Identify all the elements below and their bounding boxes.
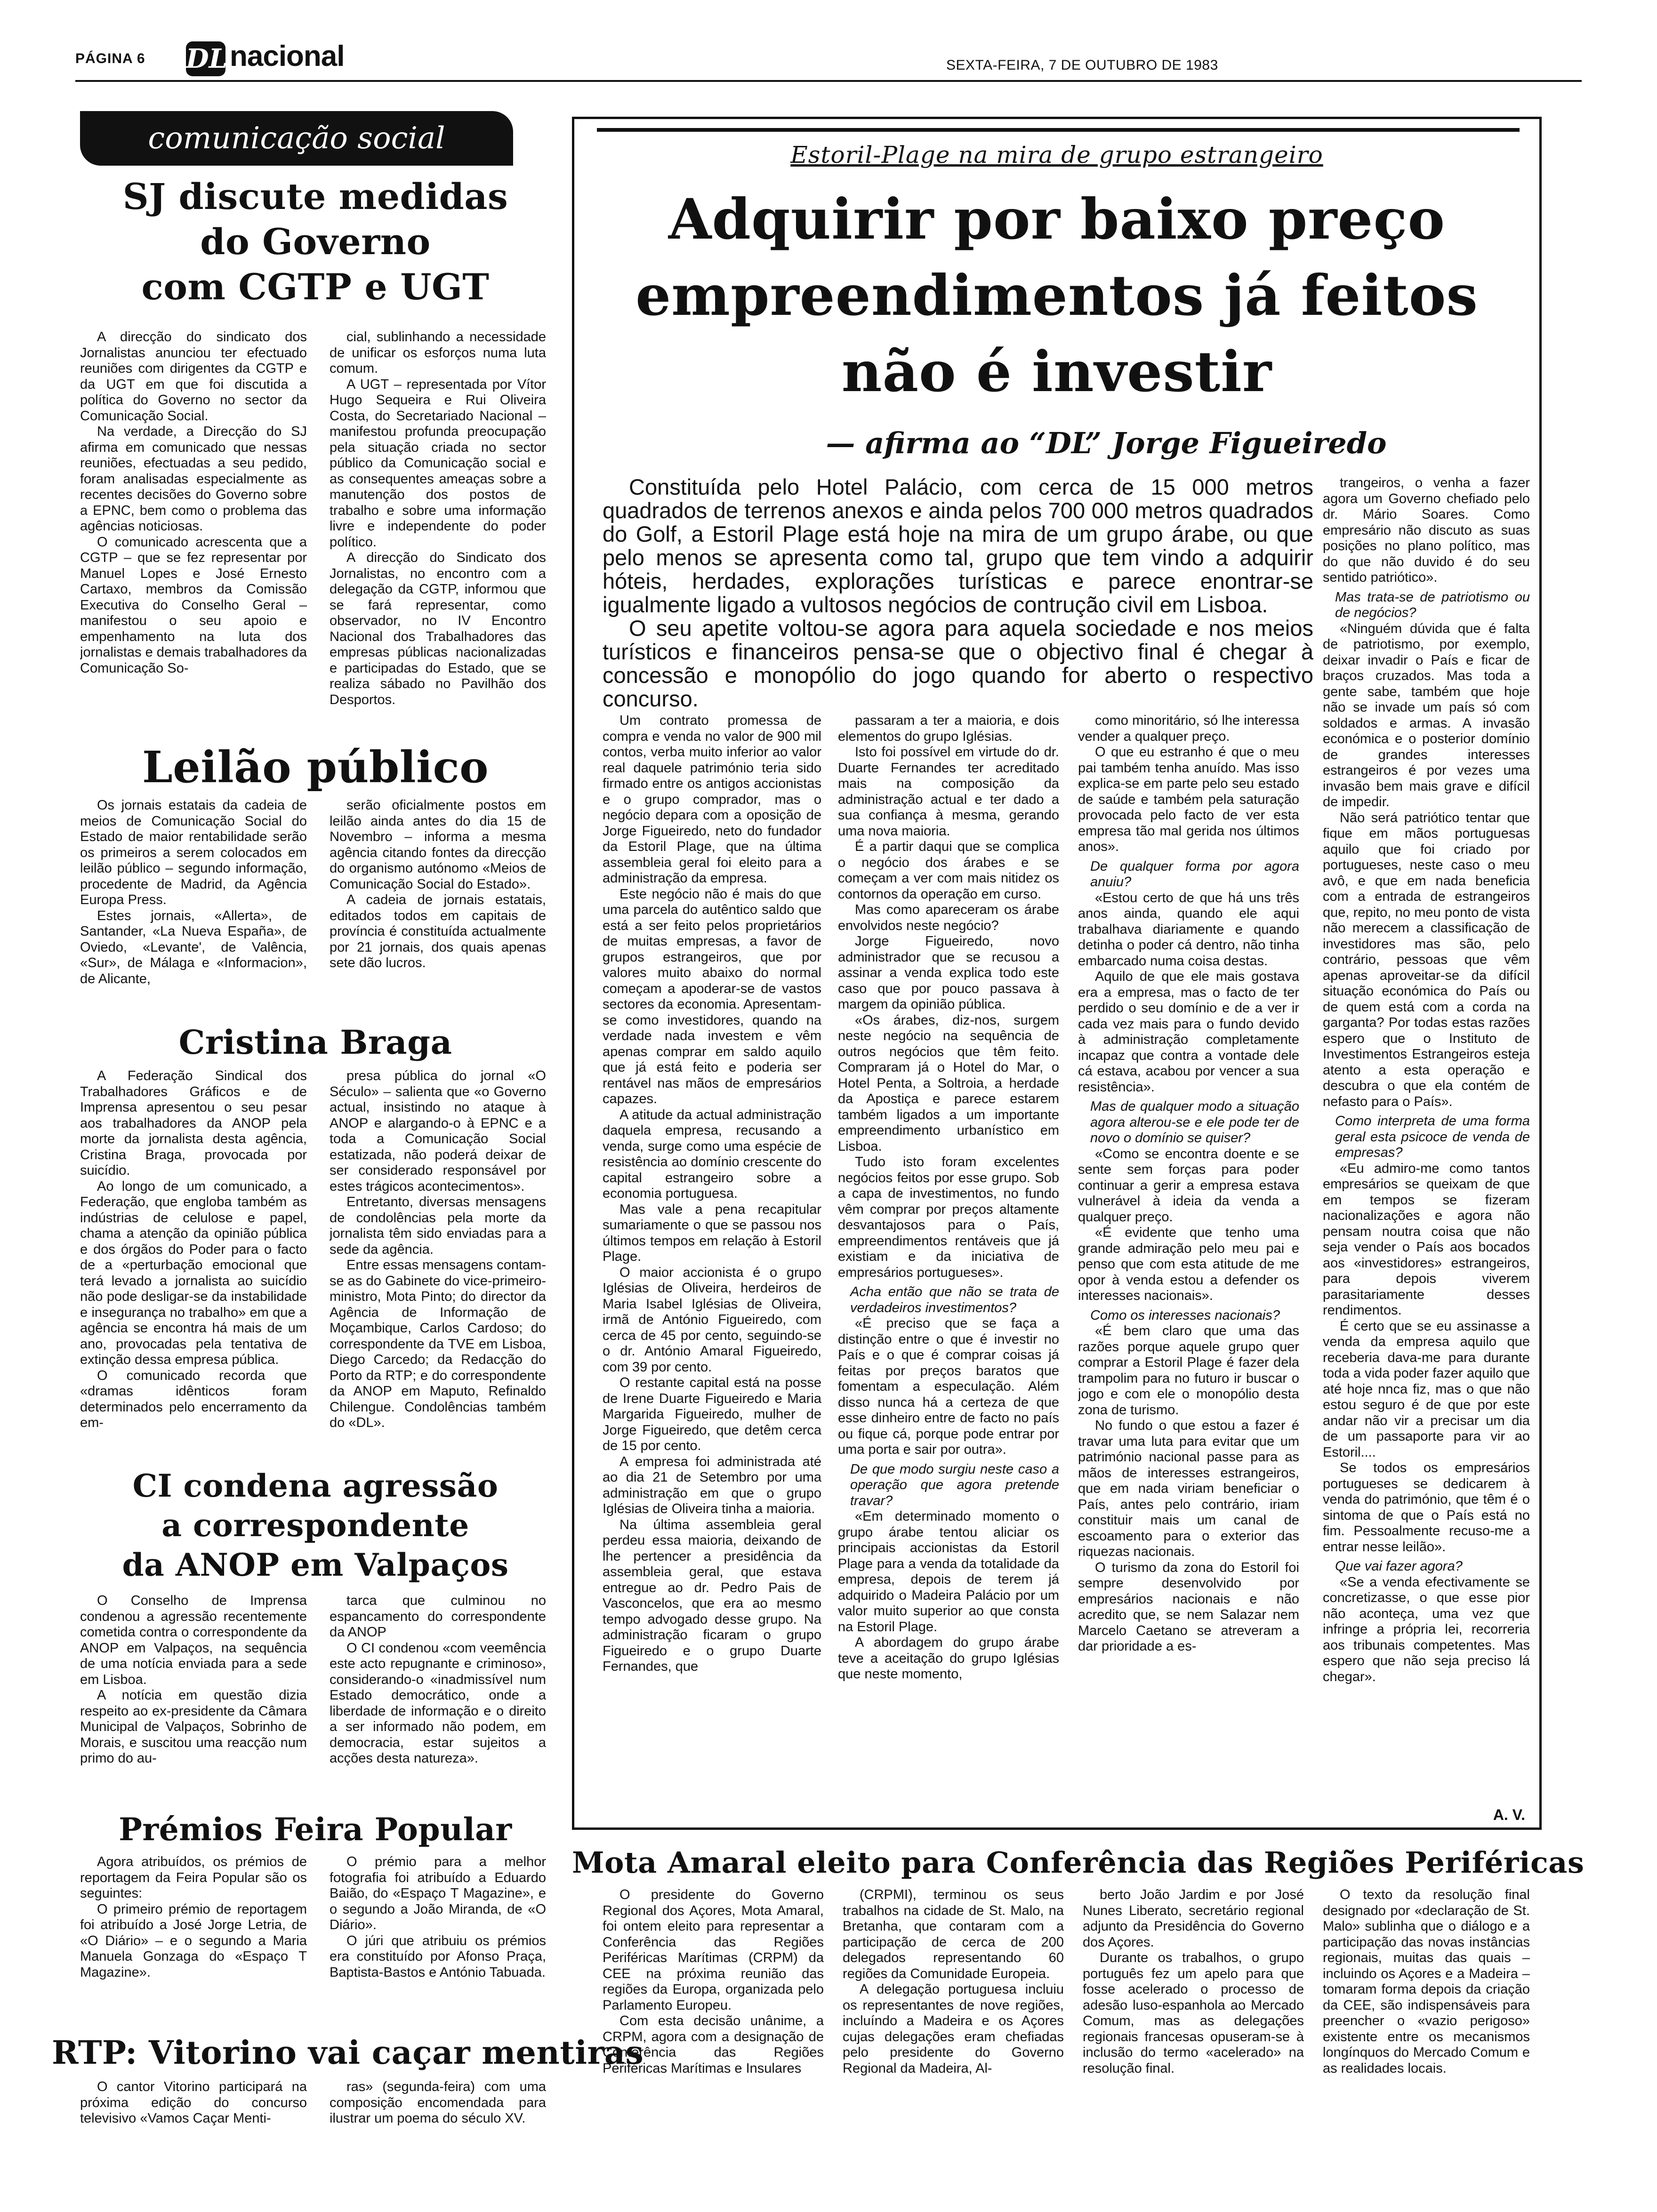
feature-byline: — afirma ao “DL” Jorge Figueiredo — [826, 426, 1387, 460]
ci-headline — [80, 1466, 551, 1585]
paragraph: O turismo da zona do Estoril foi sempre desenvolvido por empresários nacionais e não acredito que, se nem Salazar nem Marcelo Caetano se atreveram a dar prioridade a es- — [1078, 1560, 1299, 1654]
lead-paragraph: Constituída pelo Hotel Palácio, com cerca de 15 000 metros quadrados de terrenos anexos e ainda pelos 700 000 metros quadrados do Golf, a Estoril Plage está hoje na mira de um grupo árabe, ou que pelo menos se apresenta como tal, grupo que tem vindo a adquirir hóteis, herdades, explorações turísticas e parece enontrar-se igualmente ligado a vultosos negócios de contrução civil em Lisboa. — [603, 475, 1313, 617]
lead-paragraph: O seu apetite voltou-se agora para aquela sociedade e nos meios turísticos e financeiros pensa-se que o objectivo final é chegar à concessão e monopólio do jogo quando for aberto o respectivo concurso. — [603, 616, 1313, 711]
paragraph: O primeiro prémio de reportagem foi atribuído a José Jorge Letria, de «O Diário» – e o segundo a Maria Manuela Gonzaga do «Espaço T Magazine». — [80, 1901, 307, 1980]
sj-headline-line: com CGTP e UGT — [141, 266, 490, 308]
paragraph: A delegação portuguesa incluiu os representantes de nove regiões, incluíndo a Madeira e os Açores cujas delegações eram chefiadas pelo presidente do Governo Regional da Madeira, Al- — [843, 1982, 1064, 2076]
paragraph: «Em determinado momento o grupo árabe tentou aliciar os principais accionistas da Estoril Plage para a venda da totalidade da empresa, depois de terem já adquirido o Madeira Palácio por um valor muito superior ao que consta na Estoril Plage. — [838, 1509, 1059, 1635]
rtp-body-col2 — [330, 2079, 546, 2150]
feature-body-col4 — [1323, 475, 1530, 1803]
question: Acha então que não se trata de verdadeiros investimentos? — [850, 1284, 1059, 1315]
sj-body-col1 — [80, 329, 307, 734]
paragraph: O Conselho de Imprensa condenou a agressão recentemente cometida contra o correspondente da ANOP em Valpaços, na sequência de uma notícia enviada para a sede em Lisboa. — [80, 1593, 307, 1687]
cristina-headline: Cristina Braga — [178, 1023, 452, 1062]
paragraph: como minoritário, só lhe interessa vender a qualquer preço. — [1078, 713, 1299, 744]
paragraph: A abordagem do grupo árabe teve a aceitação do grupo Iglésias que neste momento, — [838, 1635, 1059, 1682]
premios-body-col2 — [330, 1854, 546, 2028]
mota-body-col2 — [843, 1887, 1064, 2170]
paragraph: Os jornais estatais da cadeia de meios de Comunicação Social do Estado de maior rentabilidade serão os primeiros a serem colocados em leilão público – segundo informação, procedente de Madrid, da Agência Europa Press. — [80, 798, 307, 907]
sj-body-col2 — [330, 329, 546, 734]
paragraph: A direcção do Sindicato dos Jornalistas, no encontro com a delegação da CGTP, informou que se fará representar, como observador, no IV Encontro Nacional dos Trabalhadores das empresas públicas nacionalizadas e participadas do Estado, que se realiza sábado no Pavilhão dos Desportos. — [330, 550, 546, 707]
mota-body-col1 — [603, 1887, 824, 2170]
paragraph: «É evidente que tenho uma grande admiração pelo meu pai e penso que com esta atitude de me opor à venda estou a defender os interesses nacionais». — [1078, 1225, 1299, 1303]
mota-headline: Mota Amaral eleito para Conferência das Regiões Periféricas — [572, 1845, 1585, 1880]
rtp-body-col1 — [80, 2079, 307, 2150]
paragraph: Ao longo de um comunicado, a Federação, que engloba também as indústrias de celulose e papel, chama a atenção da opinião pública e dos órgãos do Poder para o facto de a «perturbação emocional que terá levado a jornalista ao suicídio não pode desligar-se da instabilidade e insegurança no trabalho» em que a agência se encontra há mais de um ano, provocadas pela tentativa de extinção dessa empresa pública. — [80, 1178, 307, 1367]
newspaper-logo: DL — [186, 41, 225, 76]
question: De que modo surgiu neste caso a operação que agora pretende travar? — [850, 1461, 1059, 1508]
feature-body-col2 — [838, 713, 1059, 1833]
section-title: nacional — [230, 40, 345, 72]
paragraph: O que eu estranho é que o meu pai também tenha anuído. Mas isso explica-se em parte pelo seu estado de saúde e também pela saturação provocada pelo facto de ver esta empresa tão mal gerida nos últimos anos». — [1078, 745, 1299, 854]
paragraph: O CI condenou «com veemência este acto repugnante e criminoso», considerando-o «inadmissível num Estado democrático, onde a liberdade de informação e o direito a ser informado não podem, em democracia, estar sujeitos a acções desta natureza». — [330, 1640, 546, 1766]
paragraph: Jorge Figueiredo, novo administrador que se recusou a assinar a venda explica todo este caso que por pouco passava à margem da opinião pública. — [838, 934, 1059, 1012]
paragraph: Se todos os empresários portugueses se dedicarem à venda do património, que têm é o sintoma de que o País está no fim. Pessoalmente recuso-me a entrar nesse leilão». — [1323, 1460, 1530, 1555]
paragraph: A atitude da actual administração daquela empresa, recusando a venda, surge como uma espécie de resistência ao domínio crescente do capital estrangeiro sobre a economia portuguesa. — [603, 1107, 821, 1201]
leilao-headline: Leilão público — [142, 742, 489, 793]
leilao-body-col1 — [80, 798, 307, 1014]
ci-headline-line: a correspondente — [161, 1507, 469, 1544]
page-number: PÁGINA 6 — [75, 51, 145, 66]
feature-headline-line: Adquirir por baixo preço — [668, 186, 1446, 252]
feature-lead — [603, 475, 1313, 711]
paragraph: A notícia em questão dizia respeito ao ex-presidente da Câmara Municipal de Valpaços, Sobrinho de Morais, e suscitou uma reacção num primo do au- — [80, 1688, 307, 1766]
question: Mas de qualquer modo a situação agora alterou-se e ele pode ter de novo o domínio se quiser? — [1090, 1099, 1299, 1146]
dateline: SEXTA-FEIRA, 7 DE OUTUBRO DE 1983 — [946, 57, 1218, 73]
feature-top-rule — [597, 128, 1520, 132]
paragraph: O júri que atribuiu os prémios era constituído por Afonso Praça, Baptista-Bastos e António Tabuada. — [330, 1933, 546, 1980]
paragraph: «Eu admiro-me como tantos empresários se queixam de que em tempos se fizeram nacionalizações e agora não pensam noutra coisa que não seja vender o País aos bocados aos «investidores» estrangeiros, para depois viverem parasitariamente desses rendimentos. — [1323, 1161, 1530, 1318]
paragraph: O comunicado recorda que «dramas idênticos foram determinados pelo encerramento da em- — [80, 1368, 307, 1430]
paragraph: (CRPMI), terminou os seus trabalhos na cidade de St. Malo, na Bretanha, que contaram com a participação de cerca de 200 delegados representando 60 regiões da Comunidade Europeia. — [843, 1887, 1064, 1981]
section-banner: comunicação social — [80, 111, 513, 166]
paragraph: trangeiros, o venha a fazer agora um Governo chefiado pelo dr. Mário Soares. Como empresário não discuto as suas posições no plano político, mas do que não duvido é do seu sentido patriótico». — [1323, 475, 1530, 585]
paragraph: Entre essas mensagens contam-se as do Gabinete do vice-primeiro-ministro, Mota Pinto; do director da Agência de Informação de Moçambique, Carlos Cardoso; do correspondente da TVE em Lisboa, Diego Carcedo; da Redacção do Porto da RTP; e do correspondente da ANOP em Maputo, Refinaldo Chilengue. Condolências também do «DL». — [330, 1258, 546, 1430]
paragraph: presa pública do jornal «O Século» – salienta que «o Governo actual, insistindo no ataque à ANOP e alargando-o à EPNC e a toda a Comunicação Social estatizada, não poderá deixar de ser considerado responsável por estes trágicos acontecimentos». — [330, 1068, 546, 1194]
paragraph: A empresa foi administrada até ao dia 21 de Setembro por uma administração em que o grupo Iglésias de Oliveira tinha a maioria. — [603, 1454, 821, 1516]
paragraph: O presidente do Governo Regional dos Açores, Mota Amaral, foi ontem eleito para representar a Conferência das Regiões Periféricas Marítimas (CRPM) da CEE na próxima reunião das regiões da Europa, organizada pelo Parlamento Europeu. — [603, 1887, 824, 2013]
paragraph: Estes jornais, «Allerta», de Santander, «La Nueva España», de Oviedo, «Levante', de Valência, «Sur», de Málaga e «Informacion», de Alicante, — [80, 908, 307, 986]
ci-headline-line: CI condena agressão — [132, 1467, 499, 1504]
paragraph: É certo que se eu assinasse a venda da empresa aquilo que receberia dava-me para durante toda a vida poder fazer aquilo que até hoje nnca fiz, mas o que não estou seguro é de que por este andar não vir a precisar um dia de um passaporte para vir ao Estoril.... — [1323, 1318, 1530, 1460]
question: Como interpreta de uma forma geral esta psicoce de venda de empresas? — [1335, 1114, 1530, 1160]
author-signature: A. V. — [1493, 1806, 1525, 1823]
feature-headline-line: empreendimentos já feitos — [635, 263, 1478, 328]
paragraph: O cantor Vitorino participará na próxima edição do concurso televisivo «Vamos Caçar Menti- — [80, 2079, 307, 2126]
paragraph: A Federação Sindical dos Trabalhadores Gráficos e de Imprensa apresentou o seu pesar aos trabalhadores da ANOP pela morte da jornalista desta agência, Cristina Braga, provocada por suicídio. — [80, 1068, 307, 1178]
premios-body-col1 — [80, 1854, 307, 2028]
question: Que vai fazer agora? — [1335, 1559, 1463, 1574]
paragraph: «Estou certo de que há uns três anos ainda, quando ele aqui trabalhava diariamente e quando detinha o poder cá dentro, não tinha embarcado numa coisa destas. — [1078, 890, 1299, 969]
paragraph: No fundo o que estou a fazer é travar uma luta para evitar que um património nacional passe para as mãos de interesses estrangeiros, que em nada viriam beneficiar o País, antes pelo contrário, iriam constituir mais um canal de escoamento para o exterior das riquezas nacionais. — [1078, 1418, 1299, 1559]
paragraph: «É preciso que se faça a distinção entre o que é investir no País e o que é comprar coisas já feitas por preços baratos que fomentam a especulação. Além disso nunca há a certeza de que esse dinheiro entre de facto no país ou fique cá, porque pode entrar por uma porta e sair por outra». — [838, 1316, 1059, 1457]
paragraph: Na verdade, a Direcção do SJ afirma em comunicado que nessas reuniões, efectuadas a seu pedido, foram analisadas especialmente as recentes decisões do Governo sobre a EPNC, bem como o problema das agências noticiosas. — [80, 424, 307, 534]
paragraph: «É bem claro que uma das razões porque aquele grupo quer comprar a Estoril Plage é fazer dela trampolim para no futuro ir buscar o jogo e com ele o monopólio desta zona de turismo. — [1078, 1323, 1299, 1418]
ci-body-col2 — [330, 1593, 546, 1800]
paragraph: «Os árabes, diz-nos, surgem neste negócio na sequência de outros negócios que têm feito. Compraram já o Hotel do Mar, o Hotel Penta, a Soltroia, a herdade da Apostiça e parece estarem também ligados a um importante empreendimento urbanístico em Lisboa. — [838, 1012, 1059, 1154]
paragraph: A direcção do sindicato dos Jornalistas anunciou ter efectuado reuniões com dirigentes da CGTP e da UGT em que foi discutida a política do Governo no sector da Comunicação Social. — [80, 329, 307, 424]
paragraph: Aquilo de que ele mais gostava era a empresa, mas o facto de ter perdido o seu domínio e de a ver ir cada vez mais para o fundo devido à administração completamente incapaz que contra a vontade dele cá estava, acabou por vencer a sua resistência». — [1078, 969, 1299, 1095]
paragraph: ras» (segunda-feira) com uma composição encomendada para ilustrar um poema do século XV. — [330, 2079, 546, 2126]
paragraph: Entretanto, diversas mensagens de condolências pela morte da jornalista têm sido enviadas para a sede da agência. — [330, 1194, 546, 1257]
sj-headline-line: SJ discute medidas — [122, 176, 508, 217]
paragraph: É a partir daqui que se complica o negócio dos árabes e se começam a ver com mais nitidez os contornos da operação em curso. — [838, 839, 1059, 902]
feature-body-col3 — [1078, 713, 1299, 1833]
feature-kicker: Estoril-Plage na mira de grupo estrangeiro — [790, 141, 1323, 168]
paragraph: berto João Jardim e por José Nunes Liberato, secretário regional adjunto da Presidência do Governo dos Açores. — [1083, 1887, 1304, 1950]
paragraph: «Se a venda efectivamente se concretizasse, o que esse pior não aconteça, uma vez que infringe a própria lei, recorreria aos tribunais competentes. Mas espero que não seja preciso lá chegar». — [1323, 1574, 1530, 1684]
sj-headline — [80, 174, 551, 310]
paragraph: O restante capital está na posse de Irene Duarte Figueiredo e Maria Margarida Figueiredo, mulher de Jorge Figueiredo, que detêm cerca de 15 por cento. — [603, 1375, 821, 1453]
question: De qualquer forma por agora anuiu? — [1090, 858, 1299, 890]
mota-body-col3 — [1083, 1887, 1304, 2170]
feature-headline — [588, 181, 1525, 410]
paragraph: Este negócio não é mais do que uma parcela do autêntico saldo que está a ser feito pelos proprietários de muitas empresas, a favor de grupos estrangeiros, que por valores muito abaixo do normal começam a apoderar-se de vastos sectores da economia. Apresentam-se como investidores, quando na verdade nada investem e vêm apenas comprar em saldo aquilo que já está feito e poderia ser rentável nas mãos de empresários capazes. — [603, 886, 821, 1106]
cristina-body-col1 — [80, 1068, 307, 1459]
rtp-headline: RTP: Vitorino vai caçar mentiras — [52, 2034, 644, 2072]
paragraph: passaram a ter a maioria, e dois elementos do grupo Iglésias. — [838, 713, 1059, 744]
paragraph: Na última assembleia geral perdeu essa maioria, deixando de lhe pertencer a presidência da assembleia geral, que estava entregue ao dr. Pedro Pais de Vasconcelos, que era ao mesmo tempo advogado desse grupo. Na administração ficaram o grupo Figueiredo e o grupo Duarte Fernandes, que — [603, 1517, 821, 1674]
paragraph: «Como se encontra doente e se sente sem forças para poder continuar a gerir a empresa estava vulnerável à ideia da venda a qualquer preço. — [1078, 1146, 1299, 1225]
mota-body-col4 — [1323, 1887, 1530, 2170]
masthead-rule — [75, 80, 1582, 82]
paragraph: Durante os trabalhos, o grupo português fez um apelo para que fosse acelerado o processo de adesão luso-espanhola ao Mercado Comum, mas as delegações regionais francesas opuseram-se à inclusão do termo «acelerado» na resolução final. — [1083, 1950, 1304, 2076]
paragraph: Não será patriótico tentar que fique em mãos portuguesas aquilo que foi criado por portugueses, neste caso o meu avô, e que em nada beneficia com a entrada de estrangeiros que, repito, no meu ponto de vista não merecem a classificação de investidores mas são, pelo contrário, pessoas que vêm apenas aproveitar-se da difícil situação económica do País ou de quem está com a corda na garganta? Por todas estas razões espero que o Instituto de Investimentos Estrangeiros esteja atento a esta operação e descubra o que ela contém de nefasto para o País». — [1323, 810, 1530, 1109]
ci-body-col1 — [80, 1593, 307, 1800]
feature-headline-line: não é investir — [841, 339, 1272, 404]
paragraph: Com esta decisão unânime, a CRPM, agora com a designação de Conferência das Regiões Periféricas Marítimas e Insulares — [603, 2013, 824, 2076]
paragraph: O texto da resolução final designado por «declaração de St. Malo» sublinha que o diálogo e a participação das novas instâncias regionais, muitas das quais – incluindo os Açores e a Madeira – tomaram forma depois da criação da CEE, são indispensáveis para preencher o «vazio perigoso» existente entre os mecanismos longínquos do Mercado Comum e as realidades locais. — [1323, 1887, 1530, 2076]
feature-body-col1 — [603, 713, 821, 1833]
paragraph: O maior accionista é o grupo Iglésias de Oliveira, herdeiros de Maria Isabel Iglésias de Oliveira, irmã de António Figueiredo, com cerca de 45 por cento, seguindo-se o dr. António Amaral Figueiredo, com 39 por cento. — [603, 1265, 821, 1375]
paragraph: Mas como apareceram os árabe envolvidos neste negócio? — [838, 902, 1059, 933]
paragraph: Tudo isto foram excelentes negócios feitos por esse grupo. Sob a capa de investimentos, no fundo vêm comprar por preços altamente desvantajosos para o País, empreendimentos rentáveis que já existiam e da iniciativa de empresários portugueses». — [838, 1154, 1059, 1280]
leilao-body-col2 — [330, 798, 546, 1014]
question: Como os interesses nacionais? — [1090, 1307, 1280, 1323]
paragraph: O comunicado acrescenta que a CGTP – que se fez representar por Manuel Lopes e José Ernesto Cartaxo, membros da Comissão Executiva do Conselho Geral – manifestou o seu apoio e empenhamento na luta dos jornalistas e demais trabalhadores da Comunicação So- — [80, 534, 307, 676]
paragraph: Agora atribuídos, os prémios de reportagem da Feira Popular são os seguintes: — [80, 1854, 307, 1901]
paragraph: Um contrato promessa de compra e venda no valor de 900 mil contos, verba muito inferior ao valor real daquele património teria sido firmado entre os antigos accionistas e o grupo comprador, mas o negócio depara com a oposição de Jorge Figueiredo, neto do fundador da Estoril Plage, que na última assembleia geral foi eleito para a administração da empresa. — [603, 713, 821, 886]
paragraph: A UGT – representada por Vítor Hugo Sequeira e Rui Oliveira Costa, do Secretariado Nacional – manifestou profunda preocupação pela situação criada no sector público da Comunicação social e as consequentes ameaças sobre a manutenção dos postos de trabalho e sobre uma informação livre e independente do poder político. — [330, 377, 546, 550]
paragraph: serão oficialmente postos em leilão ainda antes do dia 15 de Novembro – informa a mesma agência citando fontes da direcção do organismo autónomo «Meios de Comunicação Social do Estado». — [330, 798, 546, 892]
paragraph: A cadeia de jornais estatais, editados todos em capitais de província é constituída actualmente por 21 jornais, dos quais apenas sete dão lucros. — [330, 892, 546, 970]
paragraph: Mas vale a pena recapitular sumariamente o que se passou nos últimos tempos em relação à Estoril Plage. — [603, 1202, 821, 1264]
paragraph: cial, sublinhando a necessidade de unificar os esforços numa luta comum. — [330, 329, 546, 376]
paragraph: O prémio para a melhor fotografia foi atribuído a Eduardo Baião, do «Espaço T Magazine», e o segundo a João Miranda, de «O Diário». — [330, 1854, 546, 1932]
paragraph: tarca que culminou no espancamento do correspondente da ANOP — [330, 1593, 546, 1640]
paragraph: Isto foi possível em virtude do dr. Duarte Fernandes ter acreditado mais na composição da administração actual e ter dado a sua confiança à mesma, gerando uma nova maioria. — [838, 745, 1059, 839]
cristina-body-col2 — [330, 1068, 546, 1459]
ci-headline-line: da ANOP em Valpaços — [122, 1547, 509, 1583]
question: Mas trata-se de patriotismo ou de negócios? — [1335, 589, 1530, 620]
paragraph: «Ninguém dúvida que é falta de patriotismo, por exemplo, deixar invadir o País e ficar de braços cruzados. Mas toda a gente sabe, também que hoje não se invade um país só com soldados e armas. A invasão económica e o posterior domínio de grandes interesses estrangeiros é por vezes uma invasão bem mais grave e difícil de impedir. — [1323, 621, 1530, 809]
sj-headline-line: do Governo — [200, 221, 431, 263]
premios-headline: Prémios Feira Popular — [119, 1811, 512, 1848]
